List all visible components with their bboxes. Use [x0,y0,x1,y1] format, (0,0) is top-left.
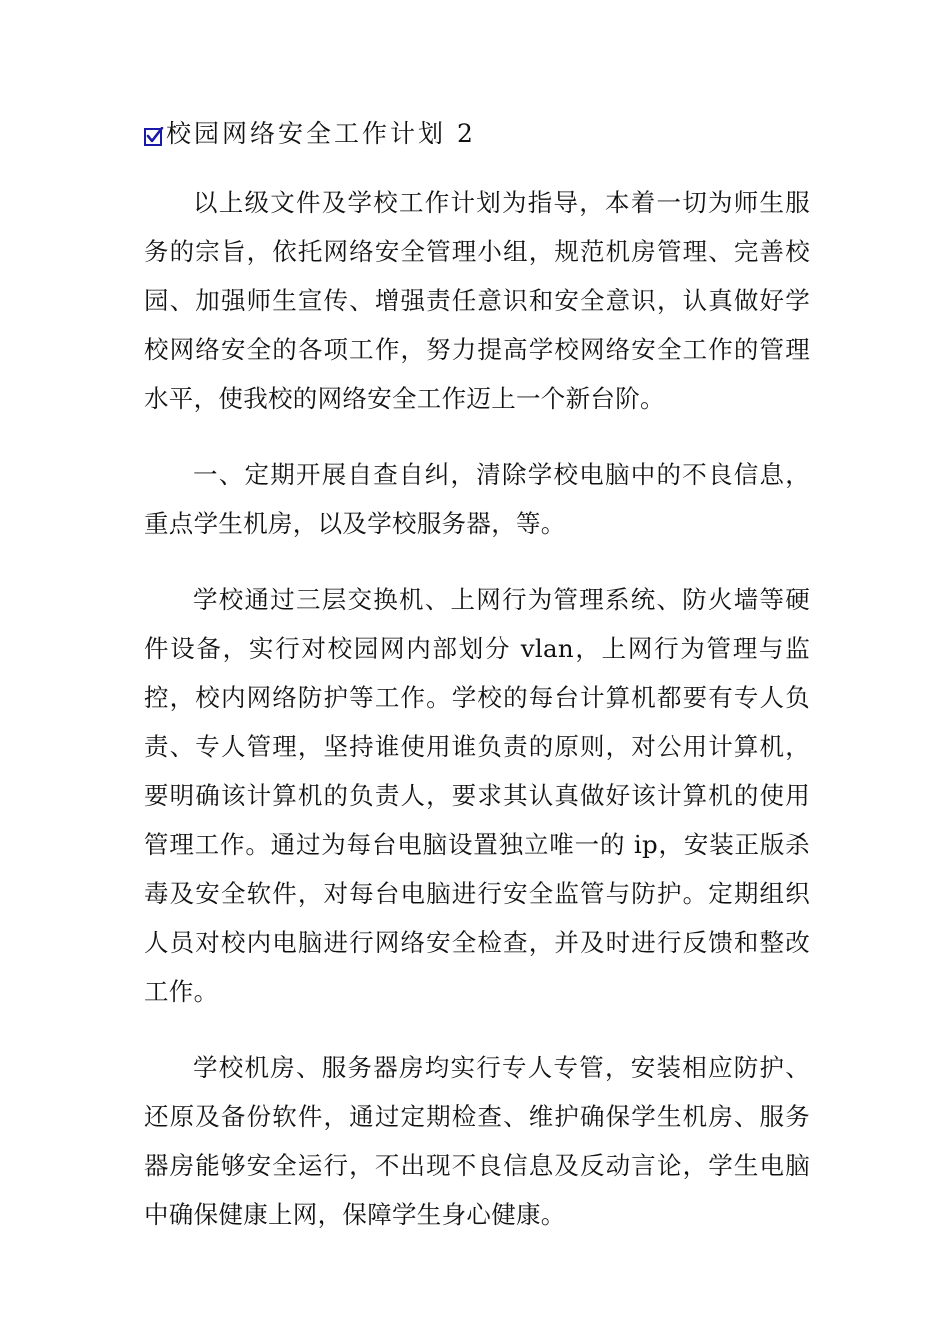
title-row [144,114,476,154]
paragraph-intro: 以上级文件及学校工作计划为指导，本着一切为师生服务的宗旨，依托网络安全管理小组，规范机房管理、完善校园、加强师生宣传、增强责任意识和安全意识，认真做好学校网络安全的各项工作，努力提高学校网络安全工作的管理水平，使我校的网络安全工作迈上一个新台阶。 [144,188,810,413]
document-body [144,178,810,1266]
page-title: 校园网络安全工作计划 2 [166,119,476,148]
paragraph-server-room: 学校机房、服务器房均实行专人专管，安装相应防护、还原及备份软件，通过定期检查、维护确保学生机房、服务器房能够安全运行，不出现不良信息及反动言论，学生电脑中确保健康上网，保障学生身心健康。 [144,1053,810,1229]
paragraph-network-equipment: 学校通过三层交换机、上网行为管理系统、防火墙等硬件设备，实行对校园网内部划分 vlan，上网行为管理与监控，校内网络防护等工作。学校的每台计算机都要有专人负责、专人管理，坚持谁使用谁负责的原则，对公用计算机，要明确该计算机的负责人，要求其认真做好该计算机的使用管理工作。通过为每台电脑设置独立唯一的 ip，安装正版杀毒及安全软件，对每台电脑进行安全监管与防护。定期组织人员对校内电脑进行网络安全检查，并及时进行反馈和整改工作。 [144,585,810,1006]
checkbox-checked-icon [144,127,164,147]
paragraph-section-one: 一、定期开展自查自纠，清除学校电脑中的不良信息，重点学生机房，以及学校服务器，等。 [144,460,810,538]
